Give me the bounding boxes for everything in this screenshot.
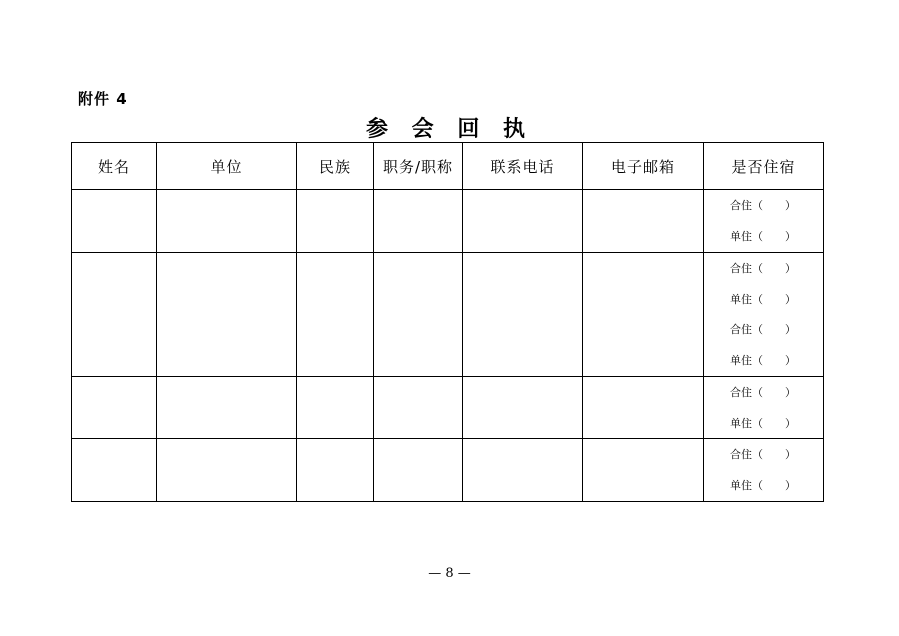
lodging-option-shared[interactable]: 合住（ ） [730, 385, 796, 399]
lodging-option-shared[interactable]: 合住（ ） [730, 199, 796, 213]
document-title: 参 会 回 执 [366, 117, 533, 142]
header-email: 电子邮箱 [583, 143, 704, 190]
phone-cell[interactable] [463, 376, 583, 439]
ethnicity-cell[interactable] [297, 252, 374, 376]
table-row [72, 376, 824, 439]
page-number: — 8 — [428, 566, 471, 581]
header-position-title: 职务/职称 [374, 143, 463, 190]
header-name: 姓名 [72, 143, 157, 190]
organization-cell[interactable] [157, 439, 297, 502]
phone-cell[interactable] [463, 439, 583, 502]
position-cell[interactable] [374, 252, 463, 376]
name-cell[interactable] [72, 252, 157, 376]
table-row [72, 439, 824, 502]
email-cell[interactable] [583, 190, 704, 253]
lodging-cell [704, 190, 824, 253]
ethnicity-cell[interactable] [297, 190, 374, 253]
position-cell[interactable] [374, 376, 463, 439]
header-ethnicity: 民族 [297, 143, 374, 190]
header-phone: 联系电话 [463, 143, 583, 190]
phone-cell[interactable] [463, 190, 583, 253]
lodging-cell [704, 252, 824, 376]
lodging-option-single[interactable]: 单住（ ） [730, 354, 796, 368]
position-cell[interactable] [374, 190, 463, 253]
email-cell[interactable] [583, 439, 704, 502]
header-organization: 单位 [157, 143, 297, 190]
phone-cell[interactable] [463, 252, 583, 376]
lodging-option-single[interactable]: 单住（ ） [730, 416, 796, 430]
attachment-label: 附件 4 [78, 90, 128, 108]
lodging-cell [704, 439, 824, 502]
table-row [72, 252, 824, 376]
organization-cell[interactable] [157, 376, 297, 439]
name-cell[interactable] [72, 376, 157, 439]
ethnicity-cell[interactable] [297, 439, 374, 502]
lodging-option-single[interactable]: 单住（ ） [730, 479, 796, 493]
lodging-option-shared[interactable]: 合住（ ） [730, 323, 796, 337]
position-cell[interactable] [374, 439, 463, 502]
email-cell[interactable] [583, 376, 704, 439]
header-row [72, 143, 824, 190]
reply-form-table [71, 142, 824, 502]
lodging-option-shared[interactable]: 合住（ ） [730, 448, 796, 462]
name-cell[interactable] [72, 439, 157, 502]
email-cell[interactable] [583, 252, 704, 376]
name-cell[interactable] [72, 190, 157, 253]
ethnicity-cell[interactable] [297, 376, 374, 439]
lodging-option-shared[interactable]: 合住（ ） [730, 261, 796, 275]
table-row [72, 190, 824, 253]
organization-cell[interactable] [157, 190, 297, 253]
header-lodging: 是否住宿 [704, 143, 824, 190]
organization-cell[interactable] [157, 252, 297, 376]
lodging-cell [704, 376, 824, 439]
lodging-option-single[interactable]: 单住（ ） [730, 292, 796, 306]
lodging-option-single[interactable]: 单住（ ） [730, 230, 796, 244]
